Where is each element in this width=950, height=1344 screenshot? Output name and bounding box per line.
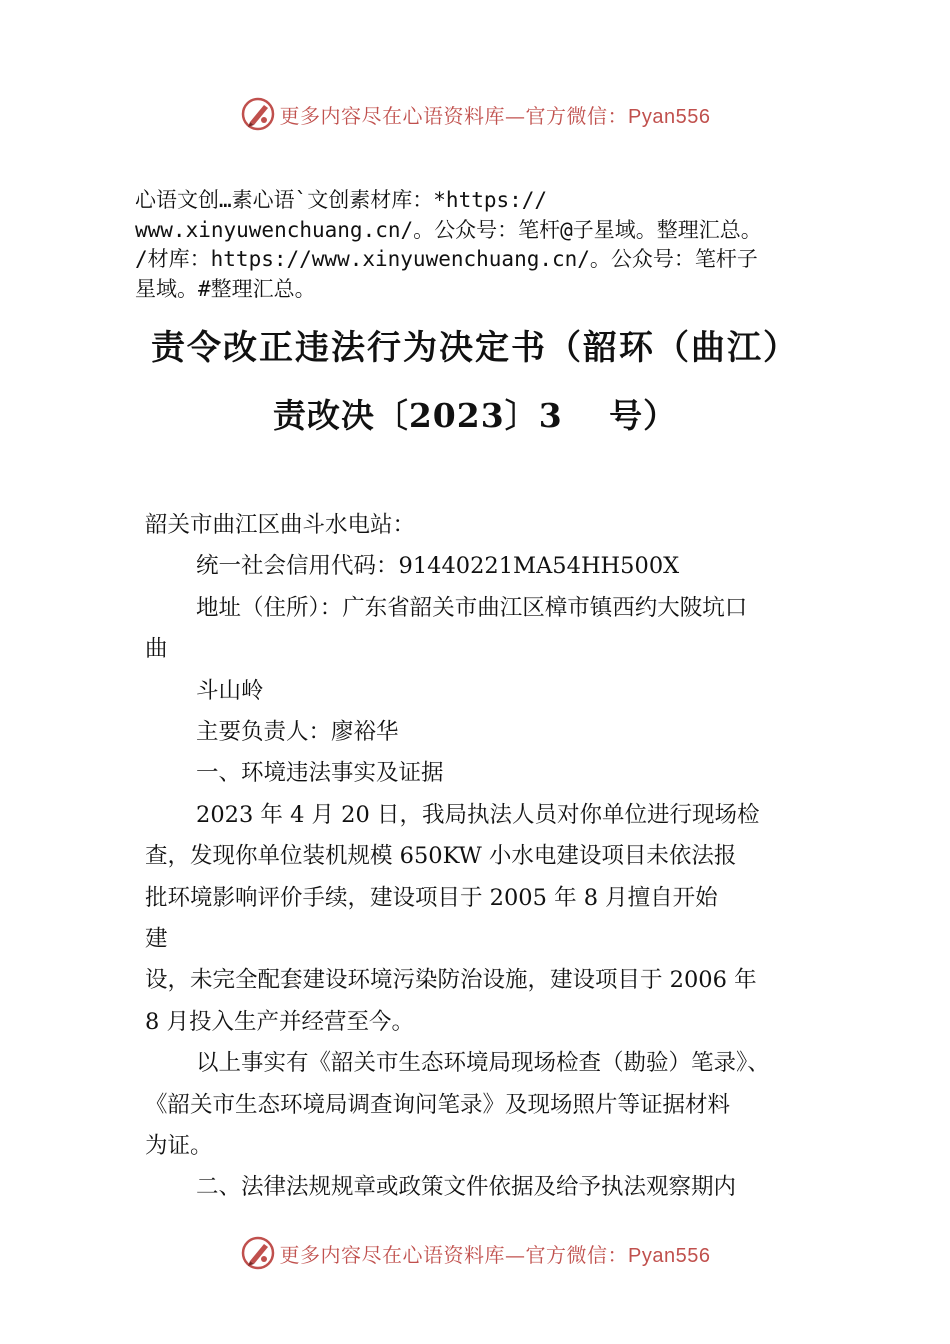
body-line: 韶关市曲江区曲斗水电站：	[145, 512, 416, 538]
body-line: 曲	[145, 636, 168, 662]
body-line: 统一社会信用代码：91440221MA54HH500X	[196, 553, 680, 579]
body-line: 斗山岭	[196, 678, 264, 704]
body-line: 以上事实有《韶关市生态环境局现场检查（勘验）笔录》、	[196, 1050, 770, 1076]
banner-text	[280, 100, 711, 129]
wechat-id: Pyan556	[628, 1244, 711, 1267]
body-line: 设，未完全配套建设环境污染防治设施，建设项目于 2006 年	[145, 967, 757, 993]
header-banner	[0, 94, 950, 134]
banner-text	[280, 1239, 711, 1268]
body-line: 主要负责人：廖裕华	[196, 719, 399, 745]
body-line: 为证。	[145, 1133, 213, 1159]
body-line: 批环境影响评价手续，建设项目于 2005 年 8 月擅自开始	[145, 885, 718, 911]
banner-label: 更多内容尽在心语资料库—官方微信：	[279, 1242, 629, 1267]
pen-logo-icon	[240, 96, 276, 132]
body-line: 建	[145, 926, 168, 952]
body-line: 2023 年 4 月 20 日，我局执法人员对你单位进行现场检	[196, 802, 760, 828]
header-note: 心语文创…素心语`文创素材库：*https:// www.xinyuwenchuang.cn/。公众号：笔杆@子星域。整理汇总。 /材库：https://www.xinyuwenchuang.cn/。公众号：笔杆子 星域。#整理汇总。	[135, 188, 762, 301]
body-line: 查，发现你单位装机规模 650KW 小水电建设项目未依法报	[145, 843, 737, 869]
body-line: 8 月投入生产并经营至今。	[145, 1009, 414, 1035]
section-heading: 一、环境违法事实及证据	[196, 760, 444, 786]
body-line: 地址（住所）：广东省韶关市曲江区樟市镇西约大陂坑口	[196, 595, 748, 621]
wechat-id: Pyan556	[628, 105, 711, 128]
banner-label: 更多内容尽在心语资料库—官方微信：	[279, 103, 629, 128]
pen-logo-icon	[240, 1235, 276, 1271]
section-heading: 二、法律法规规章或政策文件依据及给予执法观察期内	[196, 1174, 737, 1200]
document-title-line2: 责改决〔2023〕3 号）	[272, 396, 678, 435]
document-title-line1: 责令改正违法行为决定书（韶环（曲江）	[151, 328, 799, 368]
body-line: 《韶关市生态环境局调查询问笔录》及现场照片等证据材料	[145, 1092, 731, 1118]
footer-banner	[0, 1233, 950, 1273]
